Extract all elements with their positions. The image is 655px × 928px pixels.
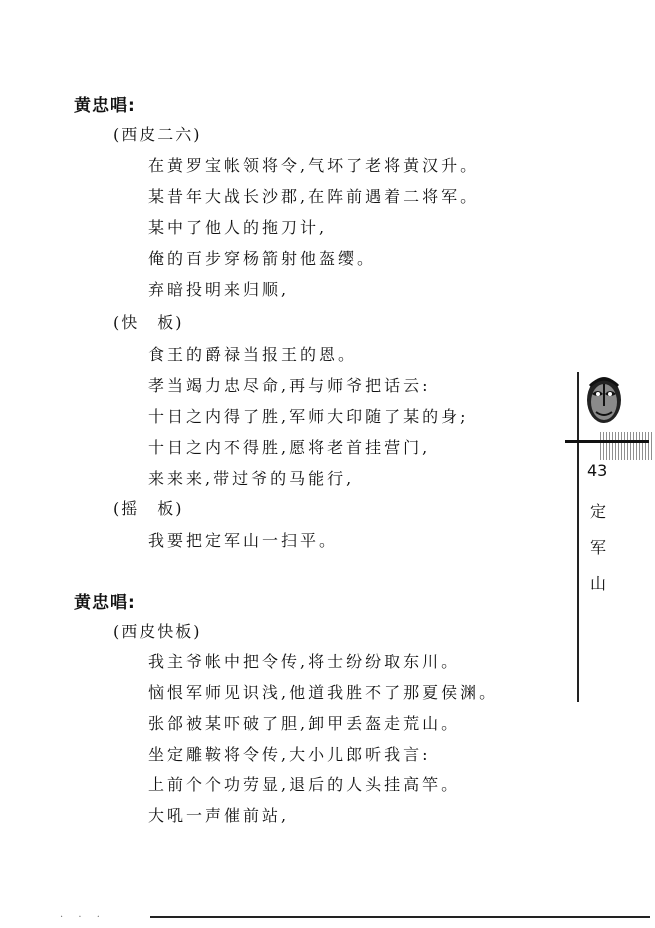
- lyric-line: 在黄罗宝帐领将令,气坏了老将黄汉升。: [148, 156, 480, 175]
- lyric-line: 俺的百步穿杨箭射他盔缨。: [148, 249, 377, 268]
- tune-label: (摇 板): [113, 499, 184, 518]
- tune-label: (快 板): [113, 313, 184, 332]
- lyric-line: 孝当竭力忠尽命,再与师爷把话云:: [148, 376, 431, 395]
- lyric-line: 某中了他人的拖刀计,: [148, 218, 328, 237]
- bottom-dots: · · ·: [60, 912, 106, 923]
- lyric-line: 大吼一声催前站,: [148, 806, 290, 825]
- lyric-line: 我主爷帐中把令传,将士纷纷取东川。: [148, 652, 461, 671]
- lyric-line: 十日之内不得胜,愿将老首挂营门,: [148, 438, 431, 457]
- lyric-line: 恼恨军师见识浅,他道我胜不了那夏侯渊。: [148, 683, 499, 702]
- sidebar-texture: [600, 432, 652, 460]
- sidebar-divider: [577, 372, 579, 702]
- lyric-line: 十日之内得了胜,军师大印随了某的身;: [148, 407, 469, 426]
- opera-mask-icon: [584, 372, 624, 426]
- lyric-line: 某昔年大战长沙郡,在阵前遇着二将军。: [148, 187, 480, 206]
- page-number: 43: [587, 461, 608, 480]
- tune-label: (西皮二六): [113, 125, 202, 144]
- sidebar-bar: [565, 440, 649, 443]
- lyric-line: 我要把定军山一扫平。: [148, 531, 339, 550]
- bottom-rule: [150, 916, 650, 918]
- lyric-line: 来来来,带过爷的马能行,: [148, 469, 355, 488]
- lyric-line: 食王的爵禄当报王的恩。: [148, 345, 358, 364]
- lyric-line: 上前个个功劳显,退后的人头挂高竿。: [148, 775, 461, 794]
- lyric-line: 张郃被某吓破了胆,卸甲丢盔走荒山。: [148, 714, 461, 733]
- speaker-label: 黄忠唱:: [74, 96, 136, 116]
- speaker-label: 黄忠唱:: [74, 593, 136, 613]
- tune-label: (西皮快板): [113, 622, 202, 641]
- vertical-book-title: 定军山: [589, 502, 606, 593]
- lyric-line: 弃暗投明来归顺,: [148, 280, 290, 299]
- lyric-line: 坐定雕鞍将令传,大小儿郎听我言:: [148, 745, 431, 764]
